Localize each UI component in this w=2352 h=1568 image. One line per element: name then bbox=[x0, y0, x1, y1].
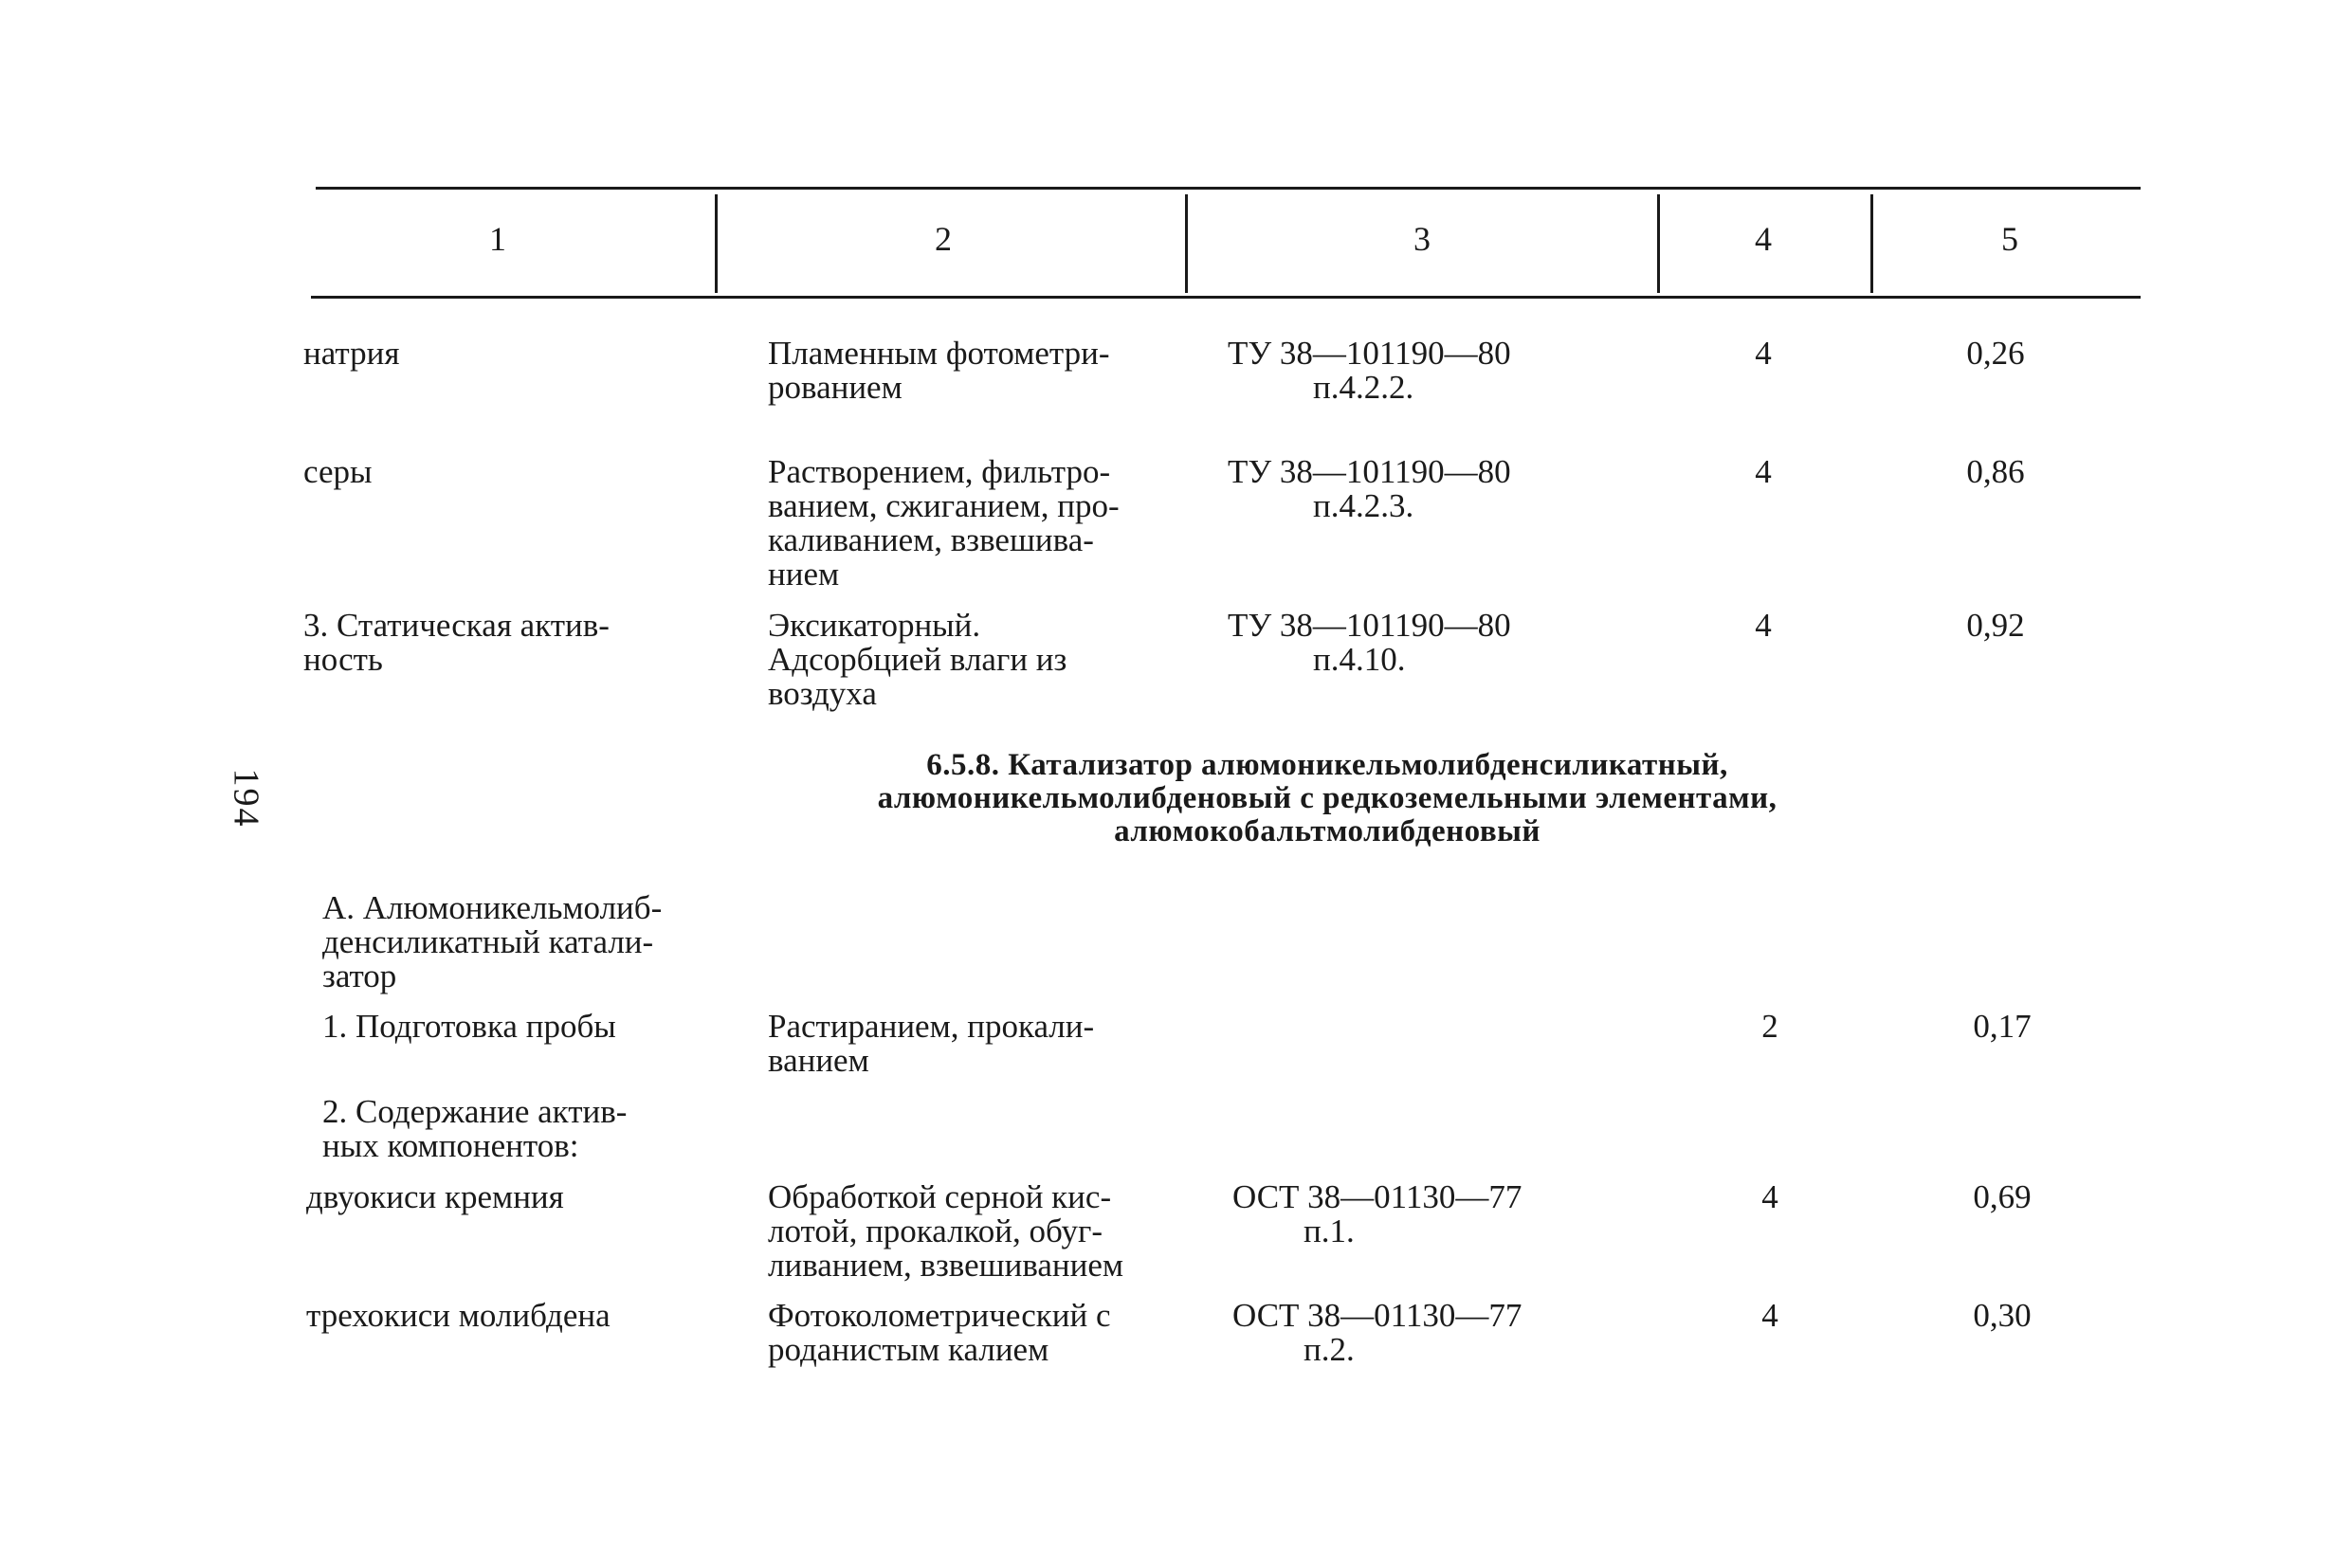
method-cell bbox=[768, 455, 1171, 592]
standard-cell bbox=[1228, 455, 1531, 523]
method-cell bbox=[768, 1180, 1171, 1283]
value-col4: 4 bbox=[1755, 335, 1772, 372]
row-label-line: двуокиси кремния bbox=[306, 1178, 564, 1215]
method-line: нием bbox=[768, 556, 840, 593]
row-label bbox=[322, 1095, 711, 1163]
standard-cell bbox=[1232, 1299, 1536, 1367]
method-line-text: Пламенным фотометри- bbox=[768, 335, 1110, 372]
method-line: Растворением, фильтро- bbox=[768, 453, 1111, 490]
method-line bbox=[768, 337, 1171, 371]
section-heading bbox=[664, 749, 1991, 848]
value-col5: 0,26 bbox=[1966, 335, 2025, 372]
standard-clause: п.4.2.3. bbox=[1313, 487, 1414, 524]
row-label-line: ных компонентов: bbox=[322, 1127, 579, 1164]
standard-cell bbox=[1228, 337, 1531, 405]
method-line: Обработкой серной кис- bbox=[768, 1178, 1112, 1215]
method-line: Растиранием, прокали- bbox=[768, 1008, 1095, 1045]
row-label-line: трехокиси молибдена bbox=[306, 1297, 611, 1334]
table-top-rule bbox=[316, 187, 2141, 190]
header-col-4: 4 bbox=[1755, 220, 1772, 258]
section-heading-line: алюмоникельмолибденовый с редкоземельными элементами, bbox=[877, 781, 1778, 815]
method-cell bbox=[768, 1010, 1171, 1078]
standard-clause: п.1. bbox=[1304, 1212, 1355, 1249]
value-col5: 0,86 bbox=[1966, 453, 2025, 490]
row-label-line: 1. Подготовка пробы bbox=[322, 1008, 616, 1045]
row-label bbox=[303, 337, 711, 371]
row-label-line: натрия bbox=[303, 335, 400, 372]
column-divider-2 bbox=[1185, 194, 1188, 293]
column-divider-1 bbox=[715, 194, 718, 293]
method-line: роданистым калием bbox=[768, 1331, 1049, 1368]
column-divider-3 bbox=[1657, 194, 1660, 293]
value-col4: 4 bbox=[1755, 453, 1772, 490]
header-col-5: 5 bbox=[2001, 220, 2018, 258]
row-label-line: 3. Статическая актив- bbox=[303, 607, 610, 644]
standard-line: ОСТ 38—01130—77 bbox=[1232, 1178, 1522, 1215]
row-label bbox=[306, 1180, 714, 1214]
row-label-line: ность bbox=[303, 641, 383, 678]
value-col4: 4 bbox=[1761, 1297, 1778, 1334]
standard-line: ТУ 38—101190—80 bbox=[1228, 453, 1511, 490]
row-label-line: затор bbox=[322, 957, 397, 994]
method-line: Адсорбцией влаги из bbox=[768, 641, 1067, 678]
row-label-line: А. Алюмоникельмолиб- bbox=[322, 889, 663, 926]
method-line: ванием bbox=[768, 1042, 869, 1079]
method-line: ванием, сжиганием, про- bbox=[768, 487, 1120, 524]
method-line: Фотоколометрический с bbox=[768, 1297, 1111, 1334]
standard-line: ТУ 38—101190—80 bbox=[1228, 607, 1511, 644]
row-label-line: денсиликатный катали- bbox=[322, 923, 654, 960]
method-cell bbox=[768, 337, 1171, 405]
value-col4: 4 bbox=[1755, 607, 1772, 644]
method-line: рованием bbox=[768, 369, 903, 406]
method-line: Эксикаторный. bbox=[768, 607, 981, 644]
row-label bbox=[322, 891, 711, 994]
page-number: 194 bbox=[226, 768, 266, 829]
standard-clause: п.4.10. bbox=[1313, 641, 1406, 678]
row-label-line: 2. Содержание актив- bbox=[322, 1093, 628, 1130]
method-line: ливанием, взвешиванием bbox=[768, 1247, 1124, 1284]
row-label bbox=[303, 609, 711, 677]
value-col4: 2 bbox=[1761, 1008, 1778, 1045]
value-col5: 0,69 bbox=[1973, 1178, 2032, 1215]
standard-clause: п.4.2.2. bbox=[1313, 369, 1414, 406]
value-col5: 0,17 bbox=[1973, 1008, 2032, 1045]
row-label bbox=[322, 1010, 711, 1044]
standard-cell bbox=[1232, 1180, 1536, 1249]
standard-clause: п.2. bbox=[1304, 1331, 1355, 1368]
header-col-2: 2 bbox=[935, 220, 952, 258]
standard-line: ТУ 38—101190—80 bbox=[1228, 335, 1511, 372]
value-col4: 4 bbox=[1761, 1178, 1778, 1215]
value-col5: 0,30 bbox=[1973, 1297, 2032, 1334]
method-line: воздуха bbox=[768, 675, 877, 712]
header-col-3: 3 bbox=[1413, 220, 1431, 258]
column-divider-4 bbox=[1870, 194, 1873, 293]
section-heading-line: алюмокобальтмолибденовый bbox=[1114, 814, 1541, 848]
row-label bbox=[303, 455, 711, 489]
value-col5: 0,92 bbox=[1966, 607, 2025, 644]
table-header-bottom-rule bbox=[311, 296, 2141, 299]
standard-cell bbox=[1228, 609, 1531, 677]
method-line: лотой, прокалкой, обуг- bbox=[768, 1212, 1103, 1249]
method-cell bbox=[768, 609, 1171, 711]
method-cell bbox=[768, 1299, 1171, 1367]
header-col-1: 1 bbox=[489, 220, 506, 258]
row-label-line: серы bbox=[303, 453, 373, 490]
standard-line: ОСТ 38—01130—77 bbox=[1232, 1297, 1522, 1334]
section-heading-line: 6.5.8. Катализатор алюмоникельмолибденсиликатный, bbox=[926, 748, 1728, 782]
row-label bbox=[306, 1299, 714, 1333]
method-line: каливанием, взвешива- bbox=[768, 521, 1094, 558]
